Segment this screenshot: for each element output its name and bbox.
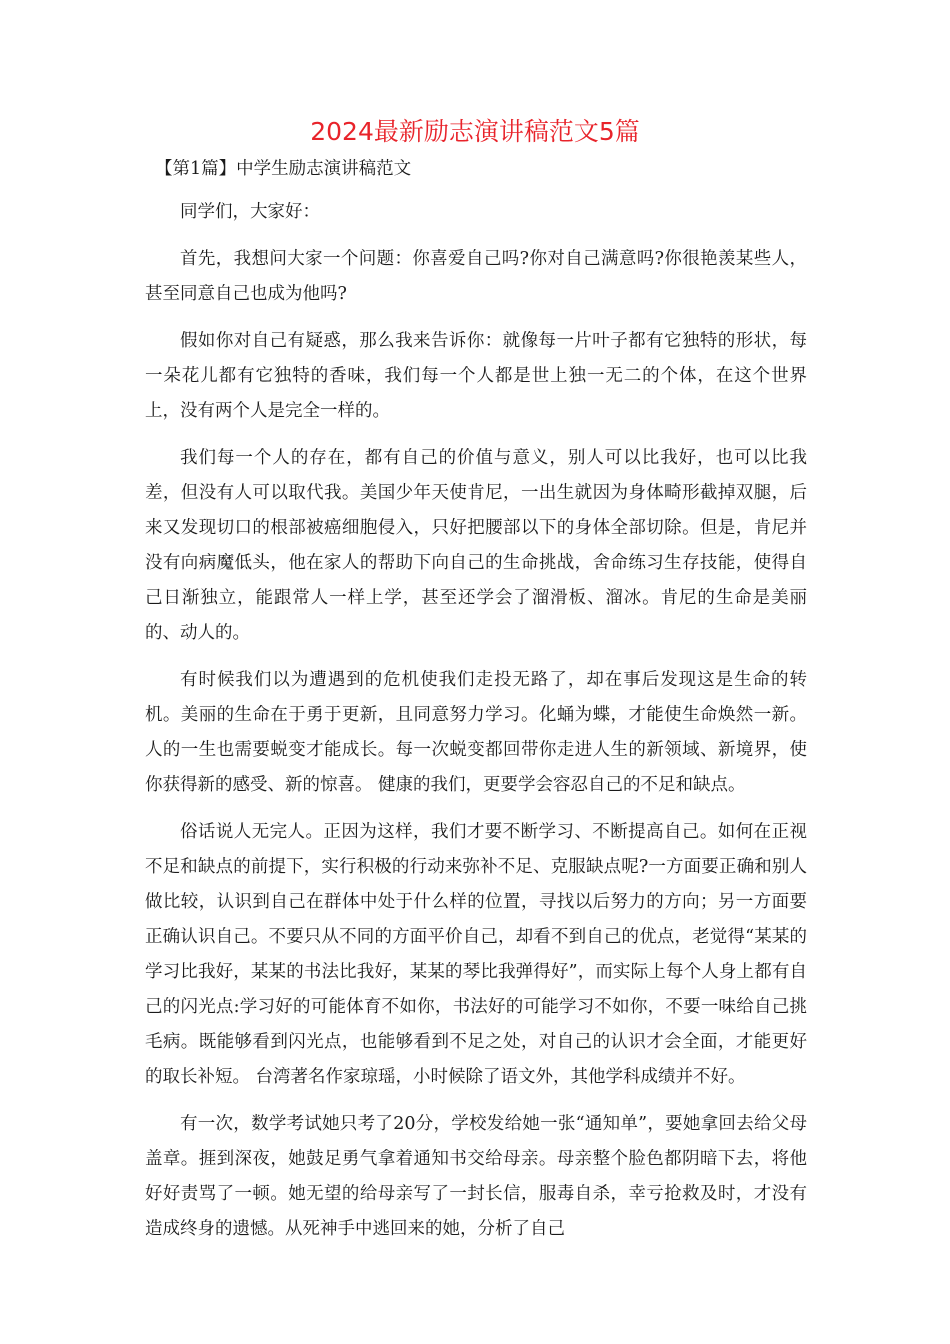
paragraph: 假如你对自己有疑惑，那么我来告诉你：就像每一片叶子都有它独特的形状，每一朵花儿都有它独特的香味，我们每一个人都是世上独一无二的个体，在这个世界上，没有两个人是完全一样的。 — [145, 331, 807, 421]
document-body — [145, 152, 807, 1247]
document-title: 2024最新励志演讲稿范文5篇 — [310, 117, 640, 146]
section-heading: 【第1篇】中学生励志演讲稿范文 — [155, 159, 412, 179]
paragraph: 有一次，数学考试她只考了20分，学校发给她一张“通知单”，要她拿回去给父母盖章。捱到深夜，她鼓足勇气拿着通知书交给母亲。母亲整个脸色都阴暗下去，将他好好责骂了一顿。她无望的给母亲写了一封长信，服毒自杀，幸亏抢救及时，才没有造成终身的遗憾。从死神手中逃回来的她，分析了自己 — [145, 1114, 807, 1239]
paragraph: 首先，我想问大家一个问题：你喜爱自己吗?你对自己满意吗?你很艳羡某些人，甚至同意自己也成为他吗? — [145, 249, 807, 304]
paragraph: 有时候我们以为遭遇到的危机使我们走投无路了，却在事后发现这是生命的转机。美丽的生命在于勇于更新，且同意努力学习。化蛹为蝶，才能使生命焕然一新。人的一生也需要蜕变才能成长。每一次蜕变都回带你走进人生的新领域、新境界，使你获得新的感受、新的惊喜。 健康的我们，更要学会容忍自己的不足和缺点。 — [145, 670, 807, 795]
paragraph-greeting: 同学们，大家好： — [180, 202, 320, 222]
paragraph: 俗话说人无完人。正因为这样，我们才要不断学习、不断提高自己。如何在正视不足和缺点的前提下，实行积极的行动来弥补不足、克服缺点呢?一方面要正确和别人做比较，认识到自己在群体中处于什么样的位置，寻找以后努力的方向；另一方面要正确认识自己。不要只从不同的方面平价自己，却看不到自己的优点，老觉得“某某的学习比我好，某某的书法比我好，某某的琴比我弹得好”，而实际上每个人身上都有自己的闪光点:学习好的可能体育不如你，书法好的可能学习不如你，不要一味给自己挑毛病。既能够看到闪光点，也能够看到不足之处，对自己的认识才会全面，才能更好的取长补短。 台湾著名作家琼瑶，小时候除了语文外，其他学科成绩并不好。 — [145, 822, 807, 1087]
paragraph: 我们每一个人的存在，都有自己的价值与意义，别人可以比我好，也可以比我差，但没有人可以取代我。美国少年天使肯尼，一出生就因为身体畸形截掉双腿，后来又发现切口的根部被癌细胞侵入，只好把腰部以下的身体全部切除。但是，肯尼并没有向病魔低头，他在家人的帮助下向自己的生命挑战，舍命练习生存技能，使得自己日渐独立，能跟常人一样上学，甚至还学会了溜滑板、溜冰。肯尼的生命是美丽的、动人的。 — [145, 448, 807, 643]
